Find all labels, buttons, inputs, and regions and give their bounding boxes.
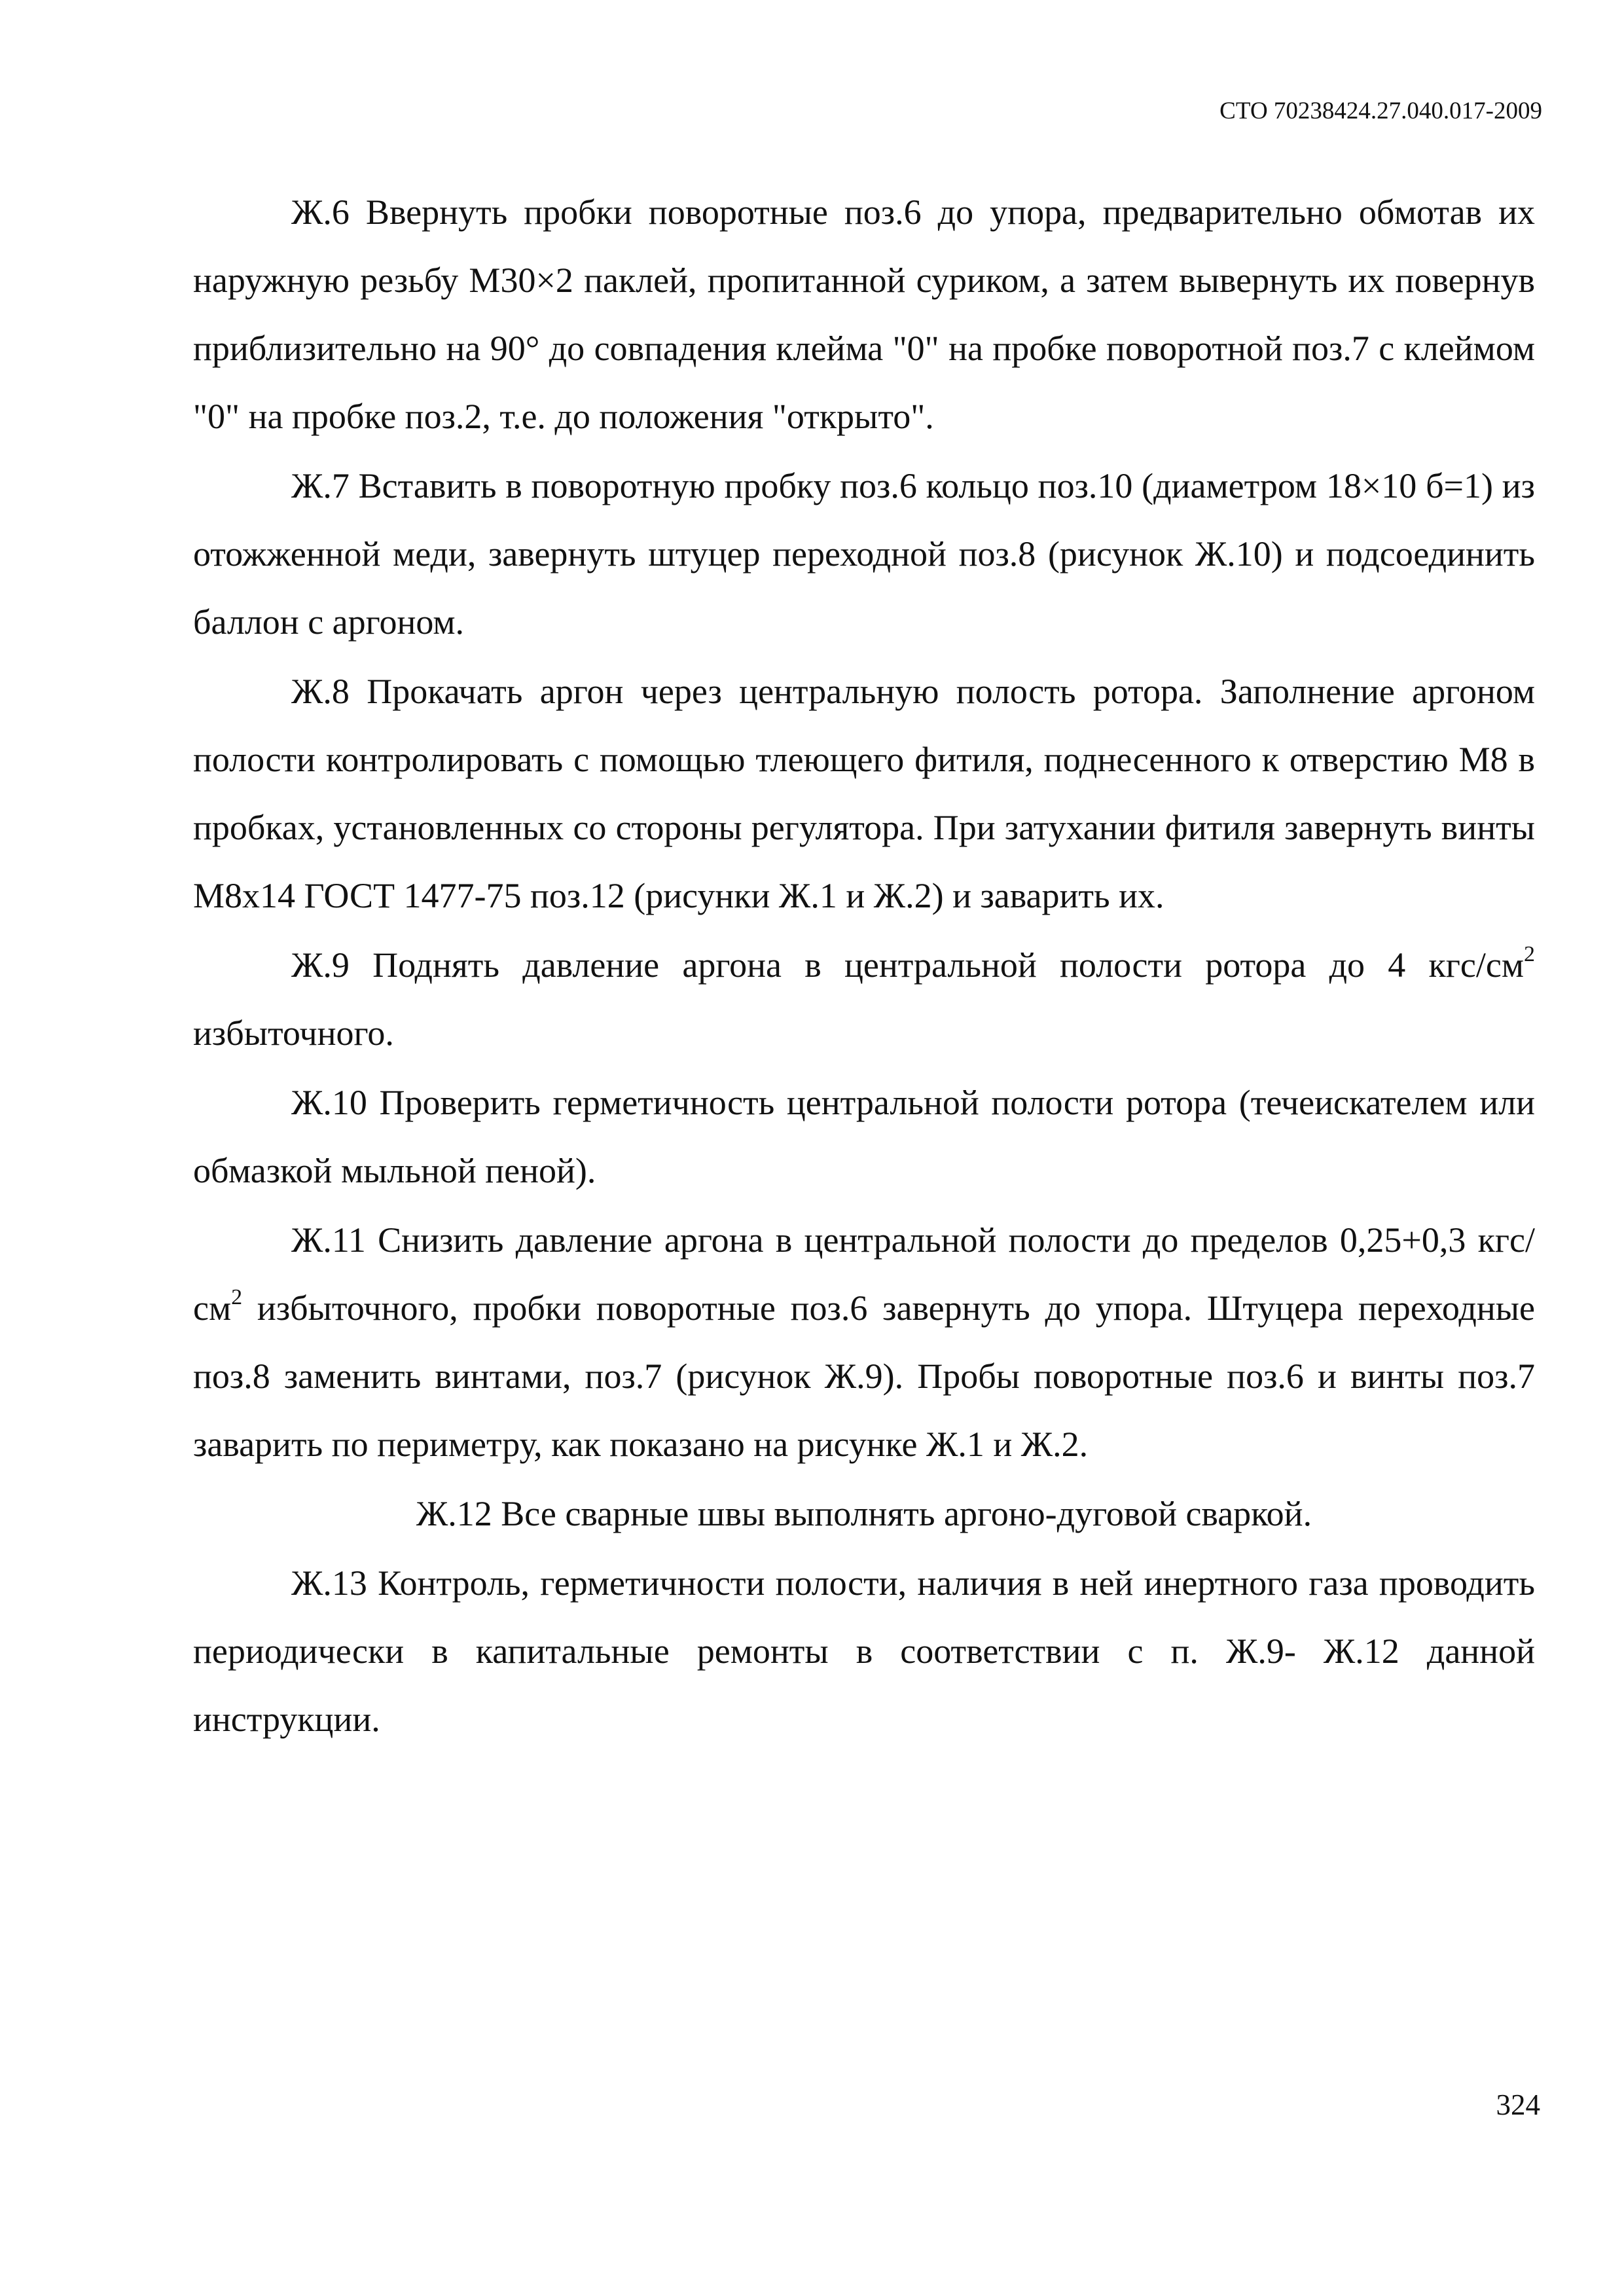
superscript-2: 2 (1524, 942, 1535, 966)
paragraph-zh11-text: Ж.11 Снизить давление аргона в центральной полости до пределов 0,25+0,3 кгс/см (193, 1220, 1535, 1328)
paragraph-zh10: Ж.10 Проверить герметичность центральной полости ротора (течеискателем или обмазкой мыльной пеной). (193, 1083, 1535, 1190)
paragraph-zh6: Ж.6 Ввернуть пробки поворотные поз.6 до упора, предварительно обмотав их наружную резьбу М30×2 паклей, пропитанной суриком, а затем вывернуть их повернув приблизительно на 90° до совпадения клейма "0" на пробке поворотной поз.7 с клеймом "0" на пробке поз.2, т.е. до положения "открыто". (193, 192, 1535, 436)
paragraph-zh7: Ж.7 Вставить в поворотную пробку поз.6 кольцо поз.10 (диаметром 18×10 б=1) из отожженной меди, завернуть штуцер переходной поз.8 (рисунок Ж.10) и подсоединить баллон с аргоном. (193, 466, 1535, 642)
paragraph-zh11-text-end: избыточного, пробки поворотные поз.6 завернуть до упора. Штуцера переходные поз.8 заменить винтами, поз.7 (рисунок Ж.9). Пробы поворотные поз.6 и винты поз.7 заварить по периметру, как показано на рисунке Ж.1 и Ж.2. (193, 1288, 1535, 1464)
paragraph-zh13: Ж.13 Контроль, герметичности полости, наличия в ней инертного газа проводить периодически в капитальные ремонты в соответствии с п. Ж.9- Ж.12 данной инструкции. (193, 1563, 1535, 1739)
document-body (193, 178, 1535, 1755)
paragraph-zh12: Ж.12 Все сварные швы выполнять аргоно-дуговой сваркой. (416, 1494, 1312, 1533)
page-number: 324 (1496, 2088, 1540, 2121)
paragraph-zh9 (193, 931, 1535, 1067)
superscript-2: 2 (231, 1285, 243, 1309)
paragraph-zh11 (193, 1206, 1535, 1478)
paragraph-zh9-text: Ж.9 Поднять давление аргона в центральной полости ротора до 4 кгс/см (291, 945, 1524, 985)
paragraph-zh9-text-end: избыточного. (193, 1013, 394, 1053)
document-code-header: СТО 70238424.27.040.017-2009 (1219, 98, 1542, 124)
paragraph-zh8: Ж.8 Прокачать аргон через центральную полость ротора. Заполнение аргоном полости контролировать с помощью тлеющего фитиля, поднесенного к отверстию М8 в пробках, установленных со стороны регулятора. При затухании фитиля завернуть винты М8х14 ГОСТ 1477-75 поз.12 (рисунки Ж.1 и Ж.2) и заварить их. (193, 672, 1535, 915)
